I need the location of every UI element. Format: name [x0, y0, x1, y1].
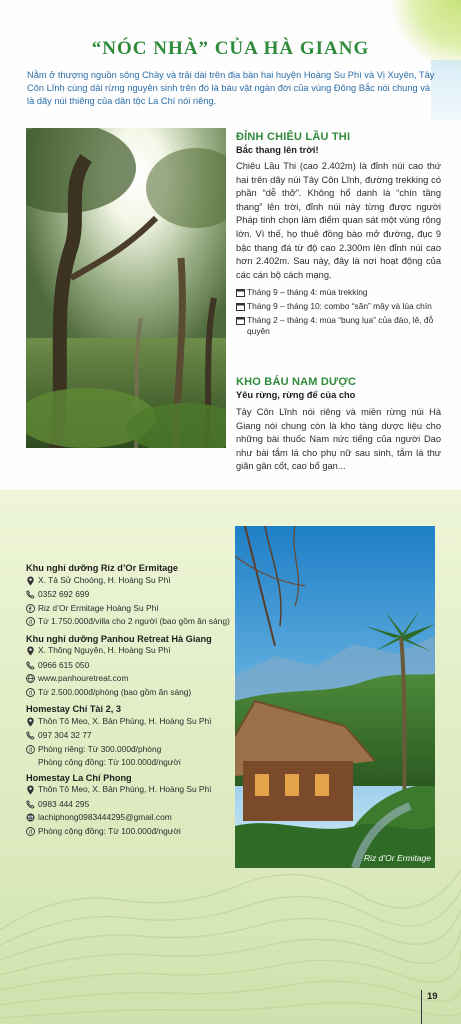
venue-price-extra: [26, 757, 232, 769]
svg-text:đ: đ: [28, 619, 33, 626]
intro-paragraph: Nằm ở thượng nguồn sông Chảy và trải dài trên địa bàn hai huyện Hoàng Su Phì và Vị Xuyên, Tây Côn Lĩnh cùng dải rừng nguyên sinh trên đó là báu vật ngàn đời của vùng Đông Bắc nói chung và là dãy núi thiêng của dân tộc La Chí nói riêng.: [27, 70, 435, 106]
venue-name: Khu nghỉ dưỡng Riz d’Or Ermitage: [26, 563, 179, 573]
venue-website[interactable]: [26, 673, 232, 687]
venue-price: [26, 616, 232, 630]
globe-icon: [26, 674, 38, 687]
page-title: “NÓC NHÀ” CỦA HÀ GIANG: [91, 38, 370, 59]
venue-riz-dor: [26, 562, 232, 630]
season-item: [236, 287, 441, 301]
phone-icon: [26, 590, 38, 603]
venue-chi-tai: [26, 703, 232, 769]
venue-phone-text: 0983 444 295: [38, 798, 90, 809]
season-text: Tháng 2 – tháng 4: mùa “bung lụa” của đào, lê, đỗ quyên: [247, 314, 434, 337]
price-tag-icon: [26, 688, 38, 701]
section-title: KHO BÁU NAM DƯỢC: [236, 376, 357, 388]
calendar-icon: [236, 302, 247, 315]
venue-email[interactable]: [26, 812, 232, 826]
calendar-icon: [236, 316, 247, 338]
section-kho-bau-nam-duoc: [236, 376, 441, 474]
venue-phone[interactable]: [26, 660, 232, 674]
venue-price-text: Từ 1.750.000đ/villa cho 2 người (bao gồm ăn sáng): [38, 616, 230, 627]
location-pin-icon: [26, 646, 38, 660]
forest-photo: [26, 128, 226, 448]
venue-price-text: Từ 2.500.000đ/phòng (bao gồm ăn sáng): [38, 686, 192, 697]
venue-address-text: X. Thông Nguyên, H. Hoàng Su Phì: [38, 645, 171, 656]
photo-caption: Riz d’Or Ermitage: [363, 853, 431, 863]
price-tag-icon: [26, 617, 38, 630]
venue-price-text: Phòng riêng: Từ 300.000đ/phòng: [38, 743, 162, 754]
svg-text:đ: đ: [28, 829, 33, 836]
section-chieu-lau-thi: [236, 131, 441, 338]
email-icon: [26, 813, 38, 826]
venue-phone-text: 097 304 32 77: [38, 730, 92, 741]
section-body: Chiêu Lầu Thi (cao 2.402m) là đỉnh núi cao thứ hai trên dãy núi Tây Côn Lĩnh, đường trekking có phần “dễ thở”. Không hổ danh là “chín tầng thang” lên trời, đỉnh núi này từng được người Pháp tinh chọn làm điểm quan sát một vùng rộng lớn. Vì thế, họ thuê đồng bào mở đường, đục 9 bậc thang đá từ độ cao 2.300m lên đỉnh núi cao hơn 2.402m. Sau này, đây là nơi hoạt động của các cán bộ cách mạng.: [236, 161, 441, 280]
venue-price-text: Phòng cộng đồng: Từ 100.000đ/người: [38, 757, 181, 768]
season-text: Tháng 9 – tháng 10: combo “săn” mây và lúa chín: [247, 300, 432, 311]
section-title: ĐỈNH CHIÊU LẦU THI: [236, 131, 351, 143]
page-number-rule: [421, 990, 422, 1024]
venue-la-chi-phong: [26, 772, 232, 840]
page-number: 19: [427, 991, 438, 1002]
section-body: Tây Côn Lĩnh nói riêng và miền rừng núi Hà Giang nói chung còn là kho tàng dược liệu cho những bài thuốc Nam nức tiếng của người Dao như bài tắm lá cho phụ nữ sau sinh, tắm lá thư giãn gân cốt, cao bổ gan...: [236, 407, 441, 472]
svg-text:đ: đ: [28, 747, 33, 754]
location-pin-icon: [26, 576, 38, 590]
location-pin-icon: [26, 717, 38, 731]
resort-photo: [235, 526, 435, 868]
phone-icon: [26, 800, 38, 813]
facebook-icon: [26, 604, 38, 617]
location-pin-icon: [26, 785, 38, 799]
venue-address: [26, 784, 232, 799]
venue-phone-text: 0352 692 699: [38, 589, 90, 600]
venue-address-text: X. Tả Sử Choóng, H. Hoàng Su Phì: [38, 574, 171, 585]
venue-address-text: Thôn Tô Meo, X. Bản Phùng, H. Hoàng Su Phì: [38, 784, 212, 795]
venue-address: [26, 575, 232, 590]
venue-phone[interactable]: [26, 799, 232, 813]
season-list: [236, 287, 441, 337]
calendar-icon: [236, 288, 247, 301]
venue-email-text: lachiphong0983444295@gmail.com: [38, 812, 172, 823]
venue-website-text: www.panhouretreat.com: [38, 673, 129, 684]
price-tag-icon: [26, 827, 38, 840]
section-subtitle: Bắc thang lên trời!: [236, 145, 319, 155]
venue-price: [26, 826, 232, 840]
venue-name: Homestay La Chí Phong: [26, 772, 132, 783]
svg-text:đ: đ: [28, 690, 33, 697]
venue-address-text: Thôn Tô Meo, X. Bản Phùng, H. Hoàng Su Phì: [38, 715, 212, 726]
venue-phone-text: 0966 615 050: [38, 659, 90, 670]
venue-name: Khu nghỉ dưỡng Panhou Retreat Hà Giang: [26, 633, 212, 644]
season-item: [236, 301, 441, 315]
phone-icon: [26, 661, 38, 674]
venue-panhou: [26, 633, 232, 701]
season-item: [236, 315, 441, 338]
venue-price: [26, 744, 232, 758]
season-text: Tháng 9 – tháng 4: mùa trekking: [247, 287, 368, 298]
venue-facebook-text: Riz d’Or Ermitage Hoàng Su Phì: [38, 602, 159, 613]
venue-phone[interactable]: [26, 589, 232, 603]
venue-price: [26, 687, 232, 701]
venue-phone[interactable]: [26, 730, 232, 744]
venue-price-text: Phòng cộng đồng: Từ 100.000đ/người: [38, 825, 181, 836]
phone-icon: [26, 731, 38, 744]
venue-name: Homestay Chí Tài 2, 3: [26, 704, 121, 715]
venue-facebook[interactable]: [26, 603, 232, 617]
section-subtitle: Yêu rừng, rừng để của cho: [236, 390, 356, 400]
venue-address: [26, 645, 232, 660]
price-tag-icon: [26, 745, 38, 758]
venue-address: [26, 716, 232, 731]
accommodation-list: [26, 562, 232, 839]
